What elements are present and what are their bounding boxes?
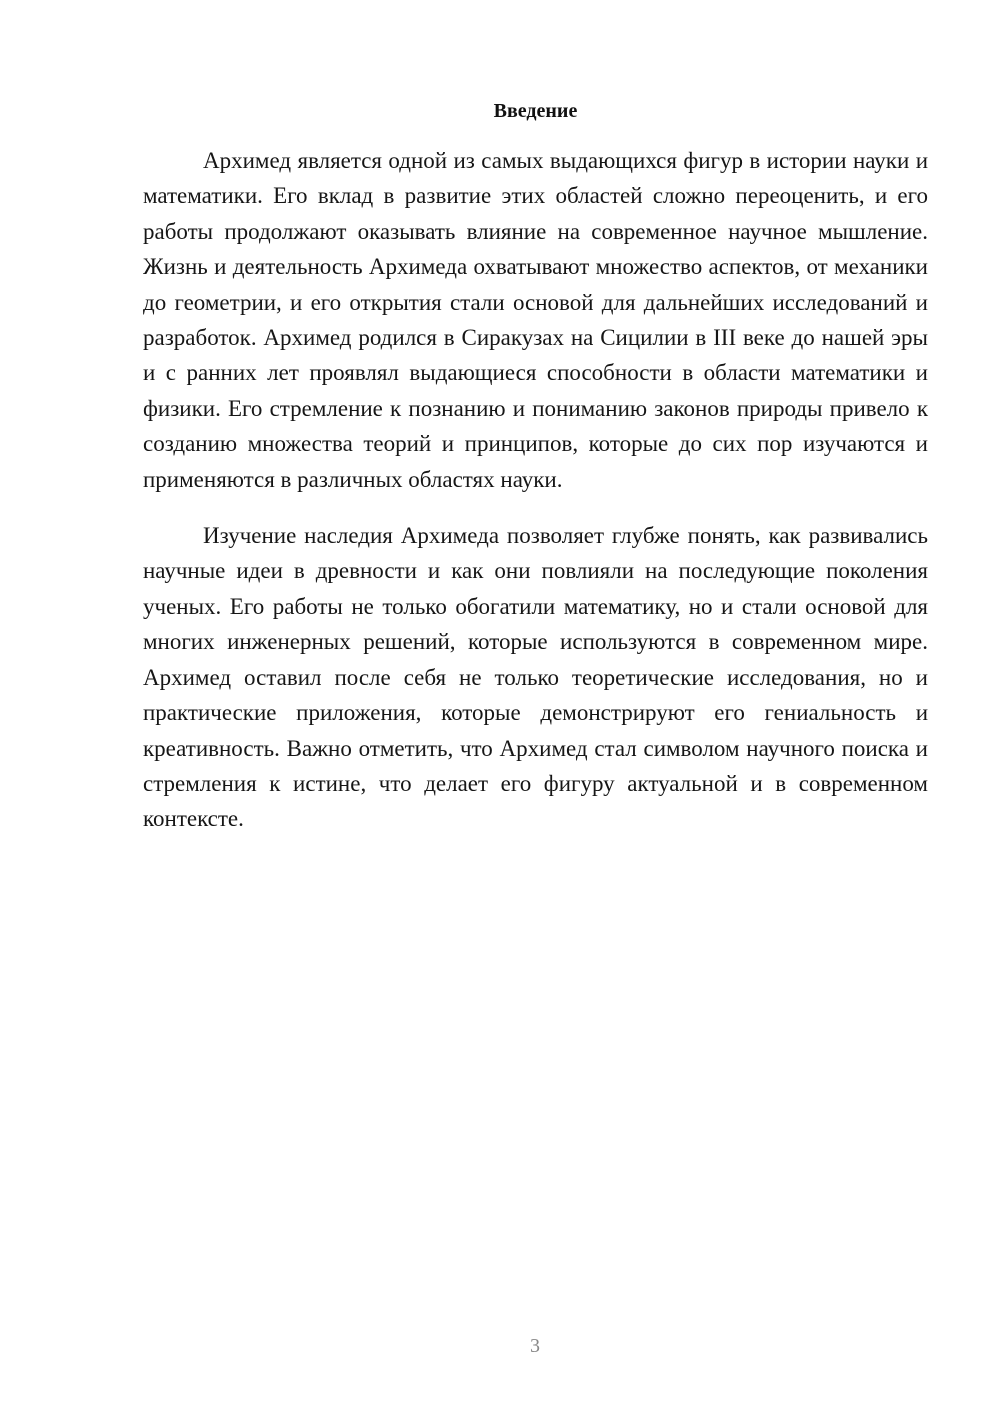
page-number: 3: [530, 1335, 540, 1357]
paragraph-2: Изучение наследия Архимеда позволяет глубже понять, как развивались научные идеи в древности и как они повлияли на последующие поколения ученых. Его работы не только обогатили математику, но и стали основой для многих инженерных решений, которые используются в современном мире. Архимед оставил после себя не только теоретические исследования, но и практические приложения, которые демонстрируют его гениальность и креативность. Важно отметить, что Архимед стал символом научного поиска и стремления к истине, что делает его фигуру актуальной и в современном контексте.: [143, 523, 928, 832]
page-content: [143, 96, 928, 837]
paragraph-1: Архимед является одной из самых выдающихся фигур в истории науки и математики. Его вклад в развитие этих областей сложно переоценить, и его работы продолжают оказывать влияние на современное научное мышление. Жизнь и деятельность Архимеда охватывают множество аспектов, от механики до геометрии, и его открытия стали основой для дальнейших исследований и разработок. Архимед родился в Сиракузах на Сицилии в III веке до нашей эры и с ранних лет проявлял выдающиеся способности в области математики и физики. Его стремление к познанию и пониманию законов природы привело к созданию множества теорий и принципов, которые до сих пор изучаются и применяются в различных областях науки.: [143, 148, 928, 492]
section-heading: Введение: [493, 100, 578, 122]
